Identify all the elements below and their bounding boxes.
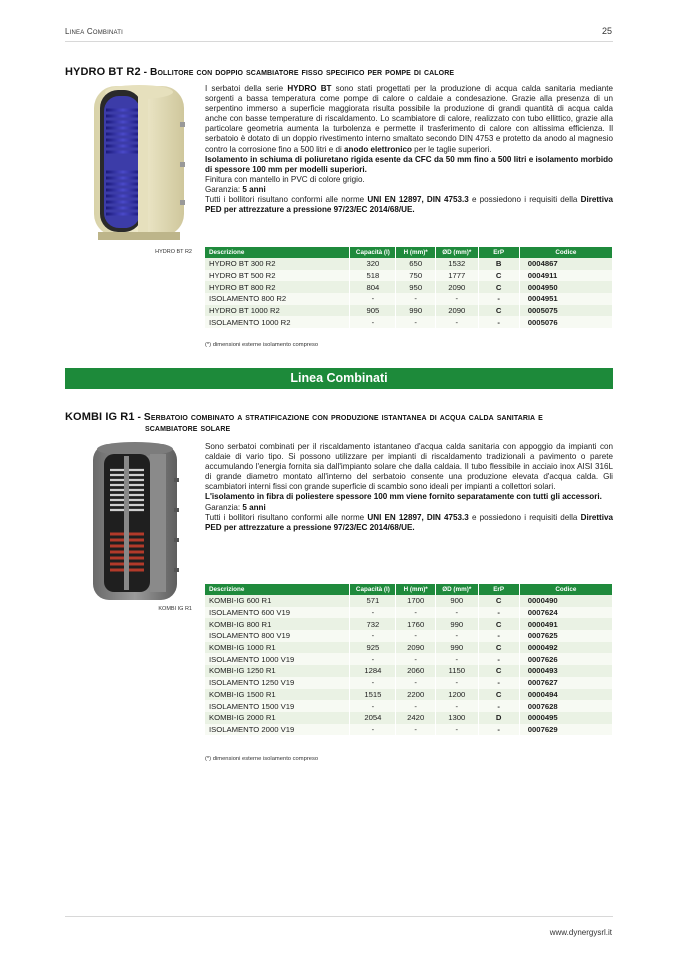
cell-height: - — [396, 653, 436, 665]
water-heater-tank-icon — [88, 82, 190, 245]
cell-height: - — [396, 724, 436, 736]
col-header-erp: ErP — [478, 584, 519, 595]
table-header-row — [205, 584, 613, 595]
cell-height: 950 — [396, 281, 436, 293]
cell-diameter: - — [435, 630, 478, 642]
cell-descrizione: KOMBI-IG 2000 R1 — [205, 712, 350, 724]
page-number: 25 — [601, 26, 612, 36]
table-row — [205, 677, 613, 689]
section1-desc-compliance: Tutti i bollitori risultano conformi alle norme UNI EN 12897, DIN 4753.3 e possiedono i requisiti della Direttiva PED per attrezzature a pressione 97/23/EC 2014/68/UE. — [205, 195, 613, 215]
col-header-diameter: ØD (mm)* — [435, 584, 478, 595]
section1-desc-finish: Finitura con mantello in PVC di colore grigio. — [205, 174, 365, 184]
section1-footnote: (*) dimensioni esterne isolamento compreso — [205, 342, 319, 348]
table-row — [205, 630, 613, 642]
cell-descrizione: ISOLAMENTO 800 R2 — [205, 293, 350, 305]
cell-descrizione: HYDRO BT 500 R2 — [205, 270, 350, 282]
cell-descrizione: KOMBI-IG 600 R1 — [205, 595, 350, 607]
table-row — [205, 653, 613, 665]
cell-capacita: 925 — [350, 642, 396, 654]
cell-diameter: - — [435, 700, 478, 712]
cell-codice: 0007629 — [519, 724, 612, 736]
col-header-capacita: Capacità (l) — [350, 247, 396, 258]
section2-desc-warranty: Garanzia: 5 anni — [205, 502, 266, 512]
cell-capacita: - — [350, 293, 396, 305]
cell-diameter: 1150 — [435, 665, 478, 677]
section1-desc-para1: I serbatoi della serie HYDRO BT sono stati progettati per la produzione di acqua calda sanitaria mediante sorgenti a bassa temperatura come pompe di calore o caldaie a condesazione. Grazie alla presenza di un serpentino immerso a superficie maggiorata risulta possibile la produzione di grandi quantità di acqua calda anche con basse temperature di riscaldamento. Lo scambiatore di calore, realizzato con tubo ellittico, grazie alla particolare geometria aumenta la turbolenza e permette il trasferimento di calore con altissima efficienza. Il serbatoio è dotato di un doppio rivestimento interno smaltato secondo DIN 4753 e protetto da anodo al magnesio contro la corrosione fino a 500 litri e di anodo elettronico per le taglie superiori. — [205, 84, 613, 154]
cell-erp: - — [478, 677, 519, 689]
cell-codice: 0007625 — [519, 630, 612, 642]
section2-spec-table — [205, 584, 613, 735]
cell-height: - — [396, 677, 436, 689]
cell-erp: - — [478, 630, 519, 642]
cell-codice: 0004950 — [519, 281, 612, 293]
cell-capacita: - — [350, 724, 396, 736]
section1-title-text: Bollitore con doppio scambiatore fisso specifico per pompe di calore — [150, 67, 455, 78]
cell-erp: - — [478, 316, 519, 328]
section1-title-separator: - — [140, 67, 151, 78]
cell-descrizione: ISOLAMENTO 800 V19 — [205, 630, 350, 642]
section2-image-caption: KOMBI IG R1 — [158, 606, 192, 612]
cell-diameter: 990 — [435, 642, 478, 654]
section1-desc-warranty: Garanzia: 5 anni — [205, 184, 266, 194]
cell-erp: C — [478, 270, 519, 282]
section2-title-line1: Serbatoio combinato a stratificazione con produzione istantanea di acqua calda sanitaria e — [143, 412, 543, 423]
cell-capacita: - — [350, 316, 396, 328]
cell-erp: C — [478, 305, 519, 317]
table-row — [205, 618, 613, 630]
cell-capacita: 905 — [350, 305, 396, 317]
cell-diameter: 1200 — [435, 689, 478, 701]
cell-height: - — [396, 607, 436, 619]
cell-diameter: 2090 — [435, 305, 478, 317]
cell-capacita: - — [350, 653, 396, 665]
cell-diameter: 1300 — [435, 712, 478, 724]
cell-erp: - — [478, 724, 519, 736]
section2-description — [205, 442, 613, 533]
cell-codice: 0000490 — [519, 595, 612, 607]
table-row — [205, 665, 613, 677]
section1-spec-table — [205, 247, 613, 328]
cell-height: - — [396, 700, 436, 712]
col-header-descrizione: Descrizione — [205, 247, 350, 258]
cell-diameter: - — [435, 677, 478, 689]
cell-diameter: 900 — [435, 595, 478, 607]
cell-height: 2420 — [396, 712, 436, 724]
section2-desc-insulation: L'isolamento in fibra di poliestere spessore 100 mm viene fornito separatamente con tutti gli accessori. — [205, 492, 602, 502]
cell-height: 2200 — [396, 689, 436, 701]
table-row — [205, 281, 613, 293]
cell-diameter: - — [435, 293, 478, 305]
cell-diameter: - — [435, 724, 478, 736]
table-row — [205, 700, 613, 712]
cell-erp: C — [478, 665, 519, 677]
table-row — [205, 316, 613, 328]
cell-diameter: 2090 — [435, 281, 478, 293]
table-row — [205, 724, 613, 736]
cell-descrizione: HYDRO BT 300 R2 — [205, 258, 350, 270]
cell-codice: 0000495 — [519, 712, 612, 724]
cell-capacita: 804 — [350, 281, 396, 293]
cell-codice: 0005076 — [519, 316, 612, 328]
cell-capacita: - — [350, 607, 396, 619]
cell-capacita: - — [350, 700, 396, 712]
col-header-descrizione: Descrizione — [205, 584, 350, 595]
cell-erp: - — [478, 607, 519, 619]
cell-height: - — [396, 630, 436, 642]
cell-codice: 0000494 — [519, 689, 612, 701]
section2-desc-compliance: Tutti i bollitori risultano conformi alle norme UNI EN 12897, DIN 4753.3 e possiedono i requisiti della Direttiva PED per attrezzature a pressione 97/23/EC 2014/68/UE. — [205, 512, 613, 532]
section1-image-caption: HYDRO BT R2 — [155, 249, 192, 255]
cell-codice: 0007624 — [519, 607, 612, 619]
table-row — [205, 305, 613, 317]
cell-erp: D — [478, 712, 519, 724]
hydro-bt-tank-image — [88, 82, 190, 245]
cell-descrizione: ISOLAMENTO 1500 V19 — [205, 700, 350, 712]
cell-erp: - — [478, 653, 519, 665]
cell-capacita: 518 — [350, 270, 396, 282]
col-header-codice: Codice — [519, 247, 612, 258]
table-header-row — [205, 247, 613, 258]
table-row — [205, 595, 613, 607]
section2-title-line2: scambiatore solare — [145, 423, 231, 434]
cell-diameter: 1777 — [435, 270, 478, 282]
table-row — [205, 712, 613, 724]
cell-height: 2060 — [396, 665, 436, 677]
header-divider — [65, 41, 613, 42]
table-row — [205, 258, 613, 270]
cell-erp: C — [478, 642, 519, 654]
cell-height: 1760 — [396, 618, 436, 630]
category-banner-title: Linea Combinati — [290, 371, 388, 385]
cell-codice: 0000492 — [519, 642, 612, 654]
cell-descrizione: KOMBI-IG 800 R1 — [205, 618, 350, 630]
cell-codice: 0004911 — [519, 270, 612, 282]
cell-descrizione: KOMBI-IG 1000 R1 — [205, 642, 350, 654]
cell-codice: 0007626 — [519, 653, 612, 665]
cell-codice: 0000491 — [519, 618, 612, 630]
cell-capacita: 1515 — [350, 689, 396, 701]
col-header-height: H (mm)* — [396, 584, 436, 595]
footer-website[interactable]: www.dynergysrl.it — [549, 928, 612, 937]
cell-diameter: - — [435, 316, 478, 328]
combi-tank-cutaway-icon — [90, 438, 180, 604]
cell-capacita: 732 — [350, 618, 396, 630]
cell-descrizione: KOMBI-IG 1250 R1 — [205, 665, 350, 677]
cell-codice: 0004951 — [519, 293, 612, 305]
cell-height: 1700 — [396, 595, 436, 607]
section1-desc-insulation: Isolamento in schiuma di poliuretano rigida esente da CFC da 50 mm fino a 500 litri e isolamento morbido di spessore 100 mm per modelli superiori. — [205, 154, 613, 174]
col-header-height: H (mm)* — [396, 247, 436, 258]
table-row — [205, 642, 613, 654]
cell-capacita: - — [350, 677, 396, 689]
cell-height: 990 — [396, 305, 436, 317]
cell-codice: 0007627 — [519, 677, 612, 689]
footer-divider — [65, 916, 613, 917]
kombi-ig-tank-image — [90, 438, 180, 604]
cell-height: 750 — [396, 270, 436, 282]
table-row — [205, 607, 613, 619]
cell-erp: - — [478, 293, 519, 305]
cell-erp: - — [478, 700, 519, 712]
category-banner — [65, 368, 613, 389]
cell-diameter: 990 — [435, 618, 478, 630]
cell-height: 650 — [396, 258, 436, 270]
table-row — [205, 293, 613, 305]
col-header-codice: Codice — [519, 584, 612, 595]
cell-capacita: 1284 — [350, 665, 396, 677]
cell-descrizione: ISOLAMENTO 1000 V19 — [205, 653, 350, 665]
section1-title — [65, 66, 613, 79]
cell-height: 2090 — [396, 642, 436, 654]
running-header-section: Linea Combinati — [65, 27, 124, 36]
cell-codice: 0007628 — [519, 700, 612, 712]
cell-descrizione: ISOLAMENTO 1000 R2 — [205, 316, 350, 328]
cell-erp: C — [478, 595, 519, 607]
cell-descrizione: HYDRO BT 1000 R2 — [205, 305, 350, 317]
section1-description — [205, 84, 613, 215]
section1-product-code: HYDRO BT R2 — [65, 66, 141, 78]
section2-product-code: KOMBI IG R1 — [65, 411, 135, 423]
cell-capacita: 2054 — [350, 712, 396, 724]
cell-descrizione: HYDRO BT 800 R2 — [205, 281, 350, 293]
cell-descrizione: ISOLAMENTO 2000 V19 — [205, 724, 350, 736]
cell-capacita: 571 — [350, 595, 396, 607]
cell-diameter: - — [435, 607, 478, 619]
cell-capacita: 320 — [350, 258, 396, 270]
cell-height: - — [396, 316, 436, 328]
cell-descrizione: ISOLAMENTO 1250 V19 — [205, 677, 350, 689]
cell-codice: 0005075 — [519, 305, 612, 317]
cell-descrizione: KOMBI-IG 1500 R1 — [205, 689, 350, 701]
cell-diameter: 1532 — [435, 258, 478, 270]
cell-erp: C — [478, 618, 519, 630]
cell-codice: 0000493 — [519, 665, 612, 677]
cell-erp: B — [478, 258, 519, 270]
section2-footnote: (*) dimensioni esterne isolamento compreso — [205, 756, 319, 762]
cell-codice: 0004867 — [519, 258, 612, 270]
col-header-capacita: Capacità (l) — [350, 584, 396, 595]
cell-erp: C — [478, 689, 519, 701]
cell-diameter: - — [435, 653, 478, 665]
cell-capacita: - — [350, 630, 396, 642]
cell-height: - — [396, 293, 436, 305]
table-row — [205, 270, 613, 282]
section2-title-separator: - — [134, 412, 144, 423]
section2-desc-para1: Sono serbatoi combinati per il riscaldamento istantaneo d'acqua calda sanitaria con appoggio da impianti con caldaie di vario tipo. Si possono utilizzare per impianti di riscaldamento tradizionali a pavimento o parete accumulando l'energia fornita sia dall'impianto solare che dalla caldaia. Il tubo flessibile in acciaio inox AISI 316L di grande diametro montato all'interno del serbatoio consente una produzione elevata d'acqua calda. Gli scambiatori interni fissi con grande superficie di scambio sono ideali per impianti a collettori solari. — [205, 442, 613, 492]
table-row — [205, 689, 613, 701]
col-header-erp: ErP — [478, 247, 519, 258]
cell-descrizione: ISOLAMENTO 600 V19 — [205, 607, 350, 619]
col-header-diameter: ØD (mm)* — [435, 247, 478, 258]
cell-erp: C — [478, 281, 519, 293]
